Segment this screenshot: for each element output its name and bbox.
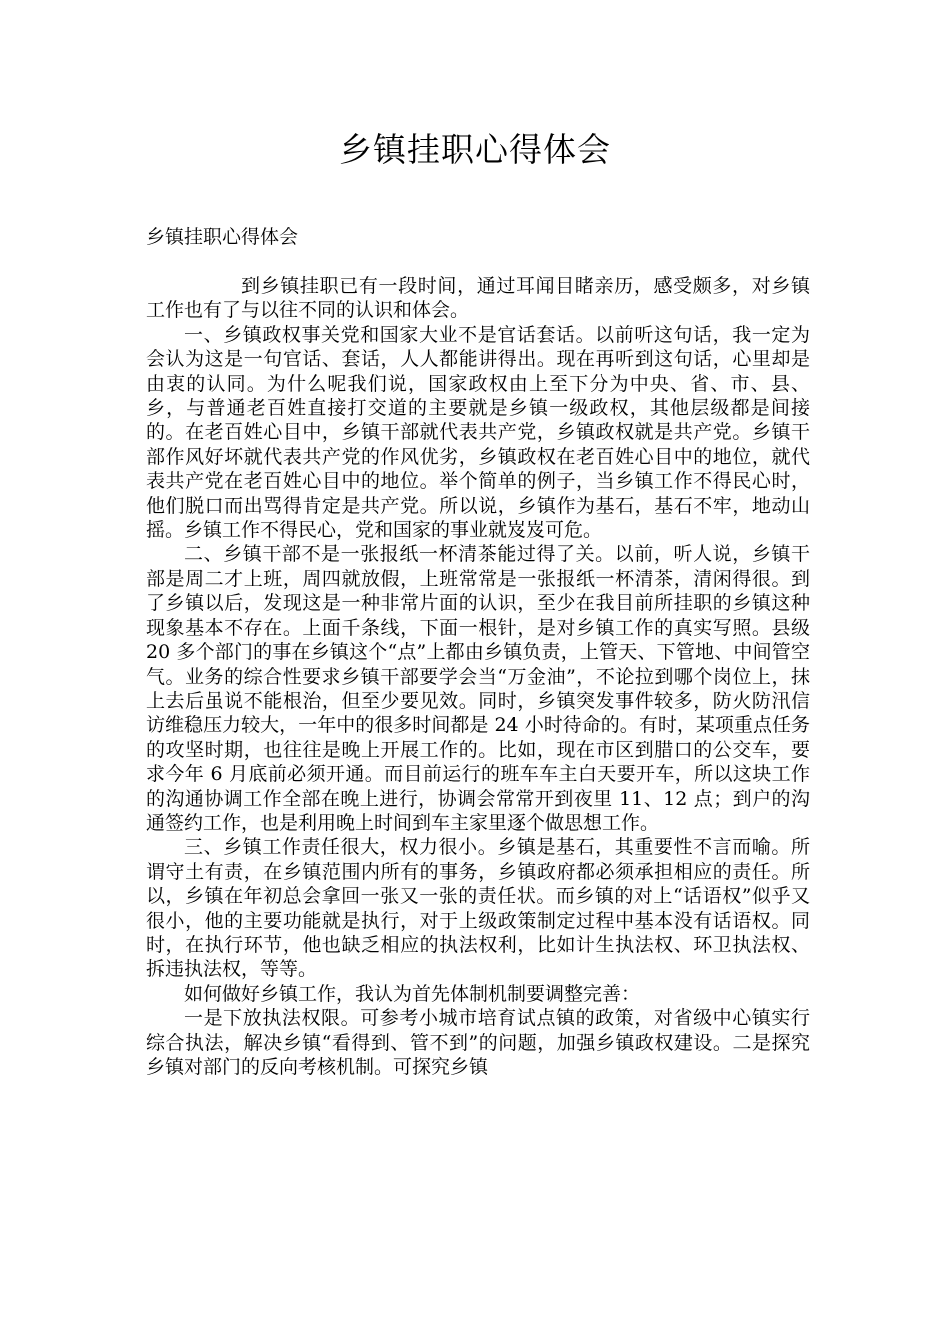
document-subtitle: 乡镇挂职心得体会 [146, 226, 299, 248]
paragraph-how-to: 如何做好乡镇工作，我认为首先体制机制要调整完善： [184, 982, 641, 1005]
paragraph-suggestions: 一是下放执法权限。可参考小城市培育试点镇的政策，对省级中心镇实行综合执法，解决乡镇“看得到、管不到”的问题，加强乡镇政权建设。二是探究乡镇对部门的反向考核机制。可探究乡镇 [146, 1007, 810, 1078]
document-title: 乡镇挂职心得体会 [339, 130, 611, 169]
paragraph-intro: 到乡镇挂职已有一段时间，通过耳闻目睹亲历，感受颇多，对乡镇工作也有了与以往不同的认识和体会。 [146, 275, 810, 322]
paragraph-section-one: 一、乡镇政权事关党和国家大业不是官话套话。以前听这句话，我一定为会认为这是一句官话、套话，人人都能讲得出。现在再听到这句话，心里却是由衷的认同。为什么呢我们说，国家政权由上至下分为中央、省、市、县、乡，与普通老百姓直接打交道的主要就是乡镇一级政权，其他层级都是间接的。在老百姓心目中，乡镇干部就代表共产党，乡镇政权就是共产党。乡镇干部作风好坏就代表共产党的作风优劣，乡镇政权在老百姓心目中的地位，就代表共产党在老百姓心目中的地位。举个简单的例子，当乡镇工作不得民心时，他们脱口而出骂得肯定是共产党。所以说，乡镇作为基石，基石不牢，地动山摇。乡镇工作不得民心，党和国家的事业就岌岌可危。 [146, 323, 810, 542]
document-body [146, 274, 810, 1079]
paragraph-section-three: 三、乡镇工作责任很大，权力很小。乡镇是基石，其重要性不言而喻。所谓守土有责，在乡镇范围内所有的事务，乡镇政府都必须承担相应的责任。所以，乡镇在年初总会拿回一张又一张的责任状。而乡镇的对上“话语权”似乎又很小，他的主要功能就是执行，对于上级政策制定过程中基本没有话语权。同时，在执行环节，他也缺乏相应的执法权利，比如计生执法权、环卫执法权、拆违执法权，等等。 [146, 836, 810, 981]
paragraph-section-two: 二、乡镇干部不是一张报纸一杯清茶能过得了关。以前，听人说，乡镇干部是周二才上班，周四就放假，上班常常是一张报纸一杯清茶，清闲得很。到了乡镇以后，发现这是一种非常片面的认识，至少在我目前所挂职的乡镇这种现象基本不存在。上面千条线，下面一根针，是对乡镇工作的真实写照。县级 20 多个部门的事在乡镇这个“点”上都由乡镇负责，上管天、下管地、中间管空气。业务的综合性要求乡镇干部要学会当“万金油”，不论拉到哪个岗位上，抹上去后虽说不能根治，但至少要见效。同时，乡镇突发事件较多，防火防汛信访维稳压力较大，一年中的很多时间都是 24 小时待命的。有时，某项重点任务的攻坚时期，也往往是晚上开展工作的。比如，现在市区到腊口的公交车，要求今年 6 月底前必须开通。而目前运行的班车车主白天要开车，所以这块工作的沟通协调工作全部在晚上进行，协调会常常开到夜里 11、12 点；到户的沟通签约工作，也是利用晚上时间到车主家里逐个做思想工作。 [146, 543, 810, 834]
